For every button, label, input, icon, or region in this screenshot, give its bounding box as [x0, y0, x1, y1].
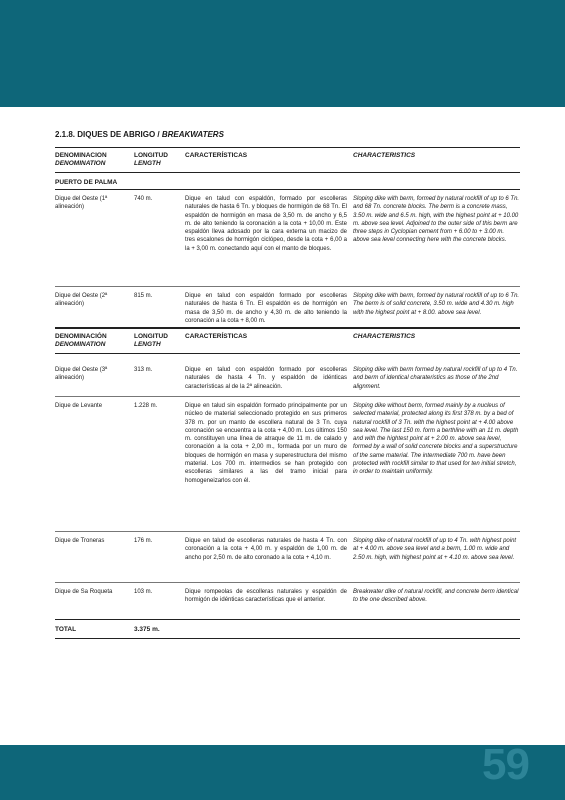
row-en: Breakwater dike of natural rockfill, and concrete berm identical to the one described above. — [353, 589, 519, 604]
header-denominacion-label: DENOMINACION — [55, 152, 107, 159]
row-length: 815 m. — [134, 293, 153, 299]
row-length: 313 m. — [134, 367, 153, 373]
header-denominacion-label: DENOMINACIÓN — [55, 333, 107, 340]
table-header — [55, 147, 520, 173]
breakwaters-section — [55, 130, 520, 639]
header-characteristics: CHARACTERISTICS — [353, 333, 416, 340]
row-en: Sloping dike without berm, formed mainly by a nucleus of selected material, protected along its first 378 m. by a bed of natural rockfill of 3 Tn. with the highest point at + 4.00 above sea level. The last 150 m. form a berthline with an 11 m. depth and with the hightest point at + 2.00 m. above sea level, formed by a wall of solid concrete blocks and a superstructure of the same material. The intermediate 700 m. have been protected with rockfill similar to that used for ten initial stretch, in order to maintain uniformily. — [353, 403, 519, 476]
table-row — [55, 354, 520, 397]
row-length: 103 m. — [134, 589, 153, 595]
header-length-label: LENGTH — [134, 341, 161, 348]
table-row — [55, 397, 520, 532]
row-en: Sloping dike with berm, formed by natural rockfill of up to 6 Tn. and 68 Tn. concrete blocks. The berm is a concrete mass, 3.50 m. wide and 6.5 m. high, with the highest point at + 10.00 m. above sea level. Adjoined to the outer side of this berm are three steps in Cyclopian cement from + 6.00 to + 3.00 m. above sea level connecting here with the concrete blocks. — [353, 196, 520, 244]
row-en: Sloping dike of natural rockfill of up to 4 Tn. with highest point at + 4.00 m. above sea level and a berm, 1.00 m. wide and 2.50 m. high, with highest point at + 4.10 m. above sea level. — [353, 538, 517, 561]
row-es: Dique en talud de escolleras naturales de hasta 4 Tn. con coronación a la cota + 4,00 m. y espaldón de 1,00 m. de ancho por 2,50 m. de alto coronado a la cota + 4,10 m. — [185, 538, 347, 561]
row-length: 740 m. — [134, 196, 153, 202]
footer-band — [0, 745, 565, 800]
header-denomination — [55, 152, 107, 167]
table-row — [55, 583, 520, 619]
row-name: Dique de Troneras — [55, 538, 105, 544]
row-es: Dique en talud con espaldón formado por escolleras naturales de hasta 4 Tn. y espaldón de idénticas características al de la 2ª alineación. — [185, 367, 347, 390]
row-es: Dique en talud sin espaldón formado principalmente por un núcleo de material seleccionado protegido en sus primeros 378 m. por un manto de escollera natural de 3 Tn. cuya coronación se encuentra a la cota + 4,00 m. Los últimos 150 m. constituyen una línea de atraque de 11 m. de calado y coronación a la cota + 2,00 m., formada por un muro de bloques de hormigón en masa y superestructura del mismo material. Los 700 m. intermedios se han protegido con escolleras similares a las del tramo inicial para homogeneizarlos con él. — [185, 403, 347, 484]
page-number: 59 — [482, 740, 529, 789]
header-denomination — [55, 333, 107, 348]
header-length — [134, 333, 168, 348]
table-row — [55, 190, 520, 287]
total-value: 3.375 m. — [134, 626, 160, 633]
row-en: Sloping dike with berm formed by natural rockfill of up to 4 Tn. and berm of identical charateristics as those of the 2nd alignment. — [353, 367, 518, 390]
section-title-en: BREAKWATERS — [161, 130, 224, 139]
header-denomination-label: DENOMINATION — [55, 160, 106, 167]
row-es: Dique en talud con espaldón formado por escolleras naturales de hasta 6 Tn. El espaldón es de hormigón en masa de 3,50 m. de ancho y 4,30 m. de alto teniendo la coronación a la cota + 8,00 m. — [185, 293, 347, 324]
header-band — [0, 0, 565, 107]
row-name: Dique de Levante — [55, 403, 103, 409]
group-heading: PUERTO DE PALMA — [55, 173, 520, 190]
header-longitud-label: LONGITUD — [134, 152, 168, 159]
total-row — [55, 619, 520, 639]
header-longitud-label: LONGITUD — [134, 333, 168, 340]
table-header-2 — [55, 328, 520, 354]
header-length-label: LENGTH — [134, 160, 161, 167]
header-characteristics: CHARACTERISTICS — [353, 152, 416, 159]
row-es: Dique rompeolas de escolleras naturales y espaldón de hormigón de idénticas características que el anterior. — [185, 589, 347, 604]
row-name: Dique del Oeste (2ª alineación) — [55, 293, 108, 308]
row-length: 1.228 m. — [134, 403, 158, 409]
row-length: 176 m. — [134, 538, 153, 544]
header-caracteristicas: CARACTERÍSTICAS — [185, 333, 248, 340]
table-row — [55, 287, 520, 328]
header-denomination-label: DENOMINATION — [55, 341, 106, 348]
table-row — [55, 532, 520, 583]
row-name: Dique del Oeste (1ª alineación) — [55, 196, 108, 211]
row-es: Dique en talud con espaldón, formado por escolleras naturales de hasta 6 Tn. y bloques de hormigón de 68 Tn. El espaldón de hormigón en masa de 3,50 m. de ancho y 6,5 m. de alto teniendo la coronación a la cota + 10,00 m. Este espaldón lleva adosado por la cara externa un macizo de tres escalones de hormigón ciclópeo, desde la cota + 6,00 a la + 3,00 m. conectando aquí con el manto de bloques. — [185, 196, 347, 252]
row-en: Sloping dike with berm, formed by natural rockfill of up to 6 Tn. The berm is of solid concrete, 3.50 m. wide and 4.30 m. high with the highest point at + 8.00. above sea level. — [353, 293, 520, 316]
row-name: Dique del Oeste (3ª alineación) — [55, 367, 108, 382]
header-length — [134, 152, 168, 167]
row-name: Dique de Sa Roqueta — [55, 589, 113, 595]
section-title — [55, 130, 520, 139]
header-caracteristicas: CARACTERÍSTICAS — [185, 152, 248, 159]
total-label: TOTAL — [55, 626, 77, 633]
section-title-es: 2.1.8. DIQUES DE ABRIGO / — [55, 130, 162, 139]
